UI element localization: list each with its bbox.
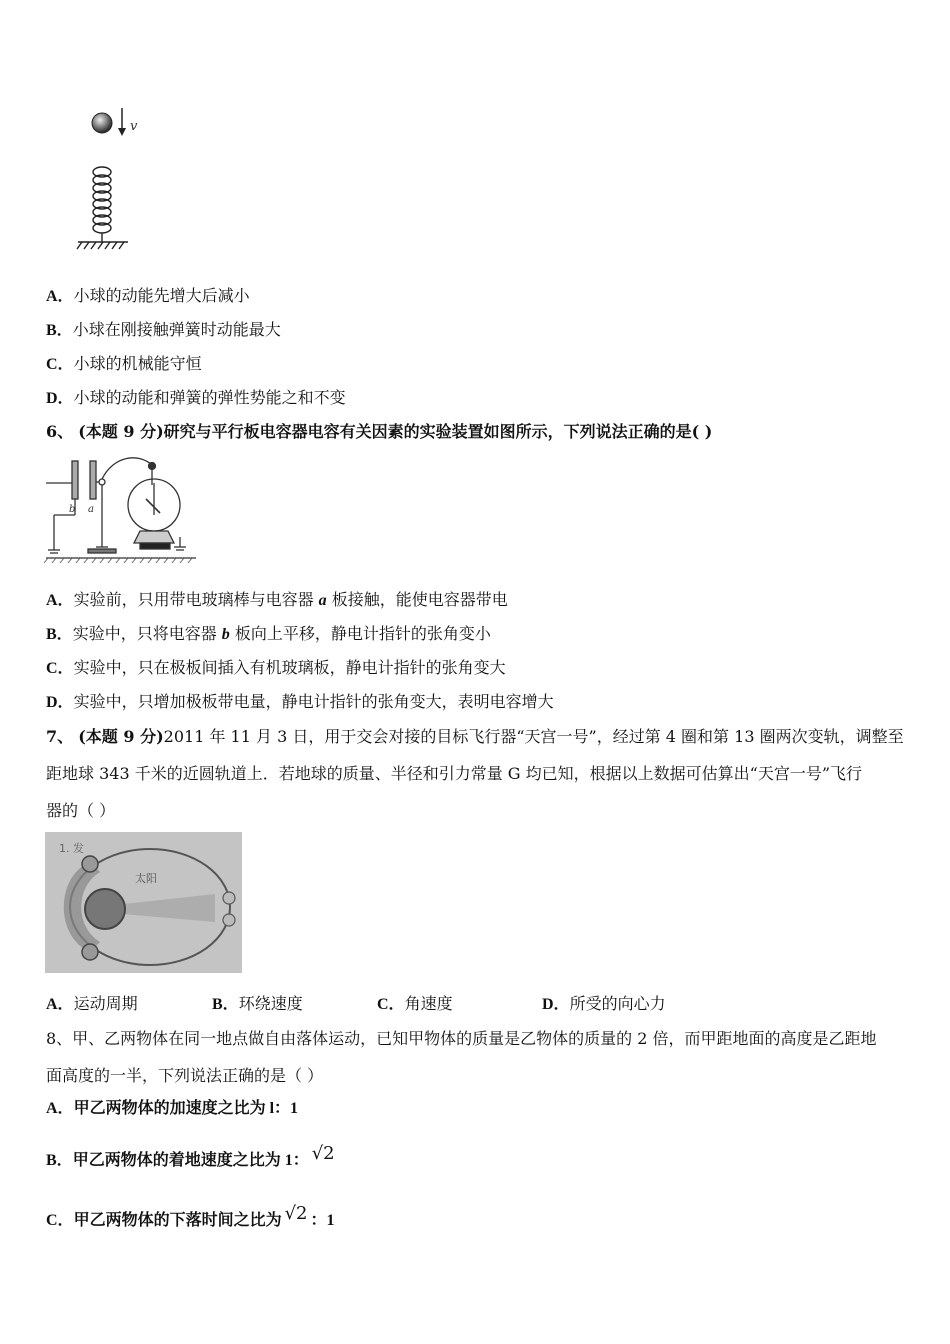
plate-a-label: a	[88, 504, 94, 515]
q5-option-b: B．小球在刚接触弹簧时动能最大	[46, 320, 281, 339]
spring	[93, 167, 111, 242]
q7-option-a: A．运动周期	[46, 994, 138, 1013]
q5-option-d: D．小球的动能和弹簧的弹性势能之和不变	[46, 388, 346, 407]
sun-label: 太阳	[135, 872, 157, 885]
plate-b-label: b	[69, 504, 76, 515]
q7-stem-line1: 7、 (本题 9 分)2011 年 11 月 3 日，用于交会对接的目标飞行器“天宫一号”，经过第 4 圈和第 13 圈两次变轨，调整至	[46, 727, 904, 746]
q6-option-b: B．实验中，只将电容器 b 板向上平移，静电计指针的张角变小	[46, 624, 491, 643]
q7-option-d: D．所受的向心力	[542, 994, 666, 1013]
spring-ball-figure	[70, 100, 160, 260]
sqrt2-symbol: √2	[311, 1143, 335, 1164]
q7-option-c: C．角速度	[377, 994, 453, 1013]
q7-stem-line2: 距地球 343 千米的近圆轨道上．若地球的质量、半径和引力常量 G 均已知，根据以上数据可估算出“天宫一号”飞行	[46, 764, 863, 783]
sqrt2-symbol: √2	[284, 1203, 308, 1224]
q5-option-a: A．小球的动能先增大后减小	[46, 286, 250, 305]
orbit-photo-figure	[45, 832, 242, 973]
q8-option-a: A．甲乙两物体的加速度之比为 l：1	[46, 1100, 299, 1117]
q6-option-c: C．实验中，只在极板间插入有机玻璃板，静电计指针的张角变大	[46, 658, 506, 677]
ground	[77, 242, 128, 249]
sun	[85, 889, 125, 929]
q8-option-b: B．甲乙两物体的着地速度之比为 1： √2	[46, 1143, 335, 1169]
orbit-corner-label: 1. 发	[59, 842, 84, 855]
ball	[92, 113, 112, 133]
q8-stem-line2: 面高度的一半，下列说法正确的是（ ）	[46, 1066, 324, 1085]
q6-option-d: D．实验中，只增加极板带电量，静电计指针的张角变大，表明电容增大	[46, 692, 554, 711]
q7-stem-line3: 器的（ ）	[46, 801, 116, 820]
q6-option-a: A．实验前，只用带电玻璃棒与电容器 a 板接触，能使电容器带电	[46, 590, 508, 609]
q8-stem-line1: 8、甲、乙两物体在同一地点做自由落体运动，已知甲物体的质量是乙物体的质量的 2 倍，而甲距地面的高度是乙距地	[46, 1029, 877, 1048]
capacitor-electroscope-figure	[44, 455, 204, 567]
velocity-label: v	[130, 119, 138, 134]
q6-stem: 6、 (本题 9 分)研究与平行板电容器电容有关因素的实验装置如图所示，下列说法正确的是( )	[46, 422, 713, 441]
q5-option-c: C．小球的机械能守恒	[46, 354, 202, 373]
q8-option-c: C．甲乙两物体的下落时间之比为 √2 ：1	[46, 1203, 335, 1229]
q7-option-b: B．环绕速度	[212, 994, 303, 1013]
